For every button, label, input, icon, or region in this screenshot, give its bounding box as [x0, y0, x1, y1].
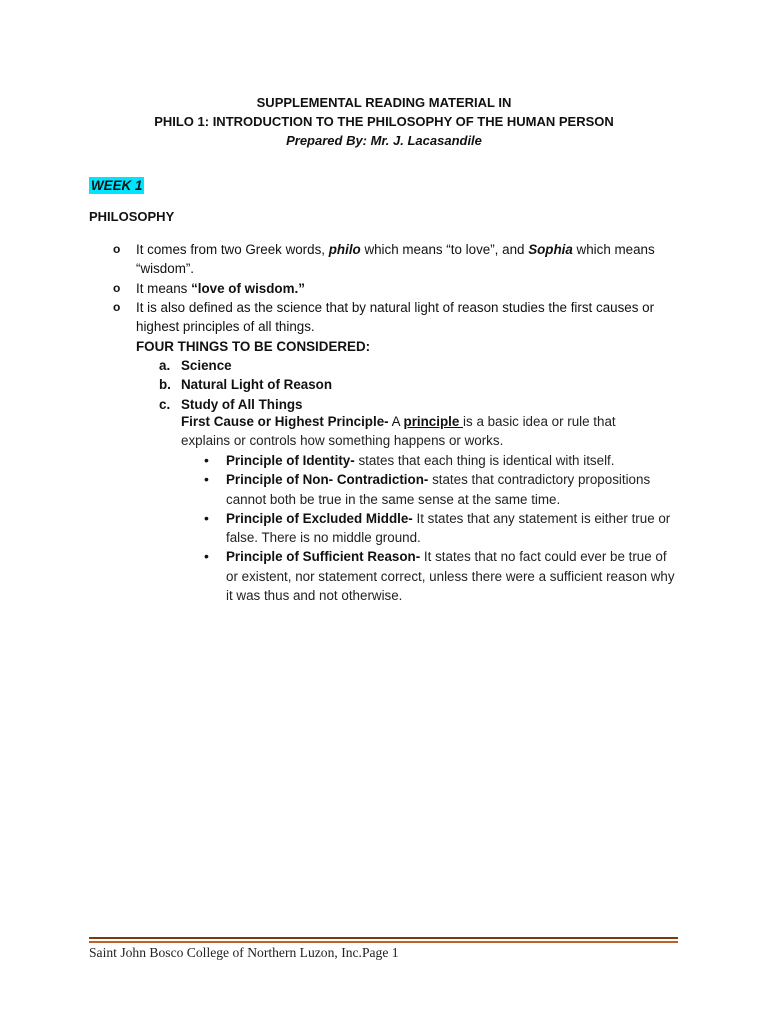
list-item	[113, 298, 683, 337]
circle-bullet-icon: o	[113, 242, 121, 256]
list-item	[159, 356, 332, 375]
paragraph-text: A	[388, 414, 404, 429]
bullet-icon: •	[204, 548, 209, 565]
four-things-title: FOUR THINGS TO BE CONSIDERED:	[136, 339, 371, 354]
footer-rule-dark	[89, 937, 678, 939]
item-text: It means	[136, 280, 192, 296]
page-footer: Saint John Bosco College of Northern Luzon, Inc.Page 1	[89, 945, 399, 960]
list-text: Study of All Things	[181, 396, 303, 412]
header-line-1: SUPPLEMENTAL READING MATERIAL IN	[256, 95, 512, 110]
header-author: Prepared By: Mr. J. Lacasandile	[286, 133, 482, 148]
list-item	[113, 240, 683, 279]
header-line-2: PHILO 1: INTRODUCTION TO THE PHILOSOPHY OF THE HUMAN PERSON	[154, 114, 614, 129]
bullet-icon: •	[204, 452, 209, 468]
list-text: Natural Light of Reason	[181, 377, 333, 393]
principles-list	[204, 451, 680, 605]
circle-bullet-icon: o	[113, 280, 121, 295]
item-text: It comes from two Greek words,	[136, 242, 329, 257]
first-cause-label: First Cause or Highest Principle-	[181, 414, 389, 429]
term-love-of-wisdom: “love of wisdom.”	[191, 280, 305, 296]
term-principle: principle	[403, 414, 464, 429]
list-item	[204, 547, 680, 605]
section-title: PHILOSOPHY	[89, 209, 175, 224]
list-text: Science	[181, 358, 232, 373]
week-label: WEEK 1	[91, 178, 143, 193]
footer-rule-light	[89, 941, 678, 943]
term-philo: philo	[328, 242, 361, 257]
definition-list	[113, 240, 683, 336]
term-sophia: Sophia	[528, 242, 573, 257]
principle-text: states that each thing is identical with itself.	[354, 453, 615, 468]
first-cause-paragraph	[181, 412, 661, 451]
item-text: which means “to love”, and	[360, 242, 529, 257]
item-text: which means “wisdom”.	[136, 242, 655, 277]
document-header	[0, 93, 768, 150]
bullet-icon: •	[204, 471, 209, 488]
principle-text: It states that any statement is either true or false. There is no middle ground.	[226, 510, 671, 546]
principle-text: states that contradictory propositions cannot both be true in the same sense at the same time.	[226, 472, 651, 507]
list-letter: a.	[159, 358, 171, 373]
circle-bullet-icon: o	[113, 299, 121, 314]
bullet-icon: •	[204, 509, 209, 526]
list-item	[159, 375, 332, 394]
item-text: It is also defined as the science that by natural light of reason studies the first causes or highest principles of all things.	[136, 299, 655, 335]
principle-name: Principle of Non- Contradiction-	[226, 472, 429, 488]
list-letter: c.	[159, 396, 171, 412]
list-item	[204, 509, 680, 548]
principle-name: Principle of Identity-	[226, 453, 355, 468]
principle-name: Principle of Sufficient Reason-	[226, 549, 421, 565]
list-letter: b.	[159, 377, 171, 393]
list-item	[204, 451, 680, 470]
principle-text: It states that no fact could ever be true of or existent, nor statement correct, unless there were a sufficient reason why it was thus and not otherwise.	[226, 549, 675, 604]
list-item	[113, 279, 683, 298]
paragraph-text: is a basic idea or rule that explains or controls how something happens or works.	[181, 414, 616, 449]
principle-name: Principle of Excluded Middle-	[226, 510, 413, 526]
list-item	[204, 470, 680, 509]
list-item	[159, 395, 332, 414]
four-things-list	[159, 356, 332, 414]
